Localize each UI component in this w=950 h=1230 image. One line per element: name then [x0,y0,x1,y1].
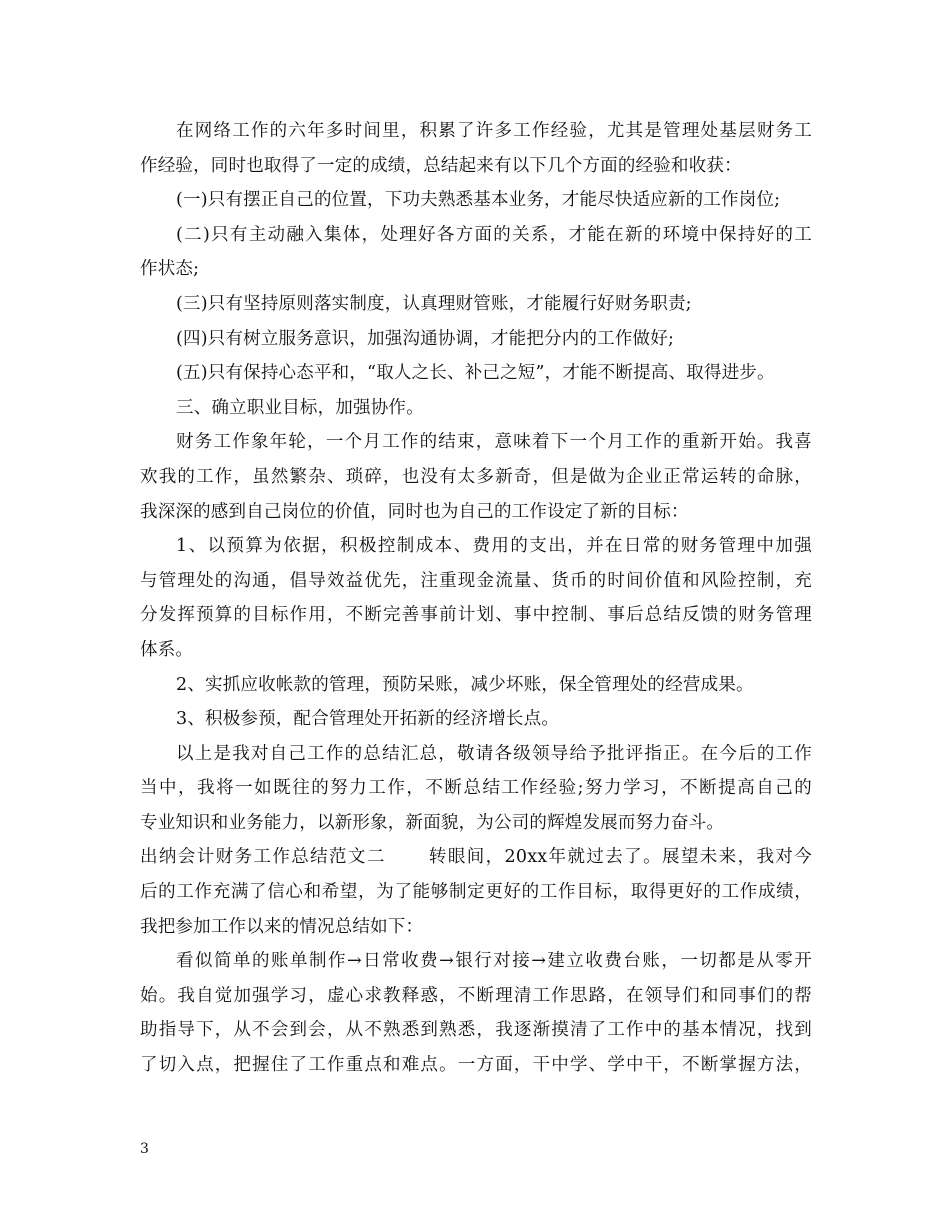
text-line: 欢我的工作，虽然繁杂、琐碎，也没有太多新奇，但是做为企业正常运转的命脉， [140,466,812,487]
document-body [140,114,812,1083]
text-line: 后的工作充满了信心和希望，为了能够制定更好的工作目标，取得更好的工作成绩， [140,882,812,903]
paragraph-block [140,114,812,840]
text-line: 财务工作象年轮，一个月工作的结束，意味着下一个月工作的重新开始。我喜 [176,432,812,453]
text-line: 三、确立职业目标，加强协作。 [176,397,424,418]
text-line: 了切入点，把握住了工作重点和难点。一方面，干中学、学中干，不断掌握方法， [140,1055,812,1076]
text-line: 分发挥预算的目标作用，不断完善事前计划、事中控制、事后总结反馈的财务管理 [140,605,812,626]
paragraph-block [140,875,812,1083]
text-line: 专业知识和业务能力，以新形象，新面貌，为公司的辉煌发展而努力奋斗。 [140,812,725,833]
text-line: 我把参加工作以来的情况总结如下： [140,916,424,937]
section-intro-text: 转眼间，20xx年就过去了。展望未来，我对今 [427,847,812,868]
section-title: 出纳会计财务工作总结范文二 [140,847,386,868]
text-line: (三)只有坚持原则落实制度，认真理财管账，才能履行好财务职责; [176,293,692,314]
text-line: (一)只有摆正自己的位置，下功夫熟悉基本业务，才能尽快适应新的工作岗位; [176,190,781,211]
section-heading-line [140,840,812,875]
text-line: 体系。 [140,639,194,660]
text-line: (五)只有保持心态平和，“取人之长、补己之短”，才能不断提高、取得进步。 [176,363,775,384]
text-line: 1、以预算为依据，积极控制成本、费用的支出，并在日常的财务管理中加强 [176,536,812,557]
text-line: 3、积极参预，配合管理处开拓新的经济增长点。 [176,709,560,730]
text-line: 助指导下，从不会到会，从不熟悉到熟悉，我逐渐摸清了工作中的基本情况，找到 [140,1020,812,1041]
text-line: 2、实抓应收帐款的管理，预防呆账，减少坏账，保全管理处的经营成果。 [176,674,754,695]
text-line: 作状态; [140,259,200,280]
text-line: 始。我自觉加强学习，虚心求教释惑，不断理清工作思路，在领导们和同事们的帮 [140,985,812,1006]
text-line: (二)只有主动融入集体，处理好各方面的关系，才能在新的环境中保持好的工 [176,224,812,245]
text-line: (四)只有树立服务意识，加强沟通协调，才能把分内的工作做好; [176,328,675,349]
text-line: 与管理处的沟通，倡导效益优先，注重现金流量、货币的时间价值和风险控制，充 [140,570,812,591]
text-line: 在网络工作的六年多时间里，积累了许多工作经验，尤其是管理处基层财务工 [176,121,812,141]
text-line: 我深深的感到自己岗位的价值，同时也为自己的工作设定了新的目标： [140,501,689,522]
text-line: 以上是我对自己工作的总结汇总，敬请各级领导给予批评指正。在今后的工作 [176,743,812,764]
text-line: 作经验，同时也取得了一定的成绩，总结起来有以下几个方面的经验和收获： [140,155,742,176]
text-line: 看似简单的账单制作→日常收费→银行对接→建立收费台账，一切都是从零开 [176,951,812,972]
page-number: 3 [140,1141,149,1157]
text-line: 当中，我将一如既往的努力工作，不断总结工作经验;努力学习，不断提高自己的 [140,778,812,799]
